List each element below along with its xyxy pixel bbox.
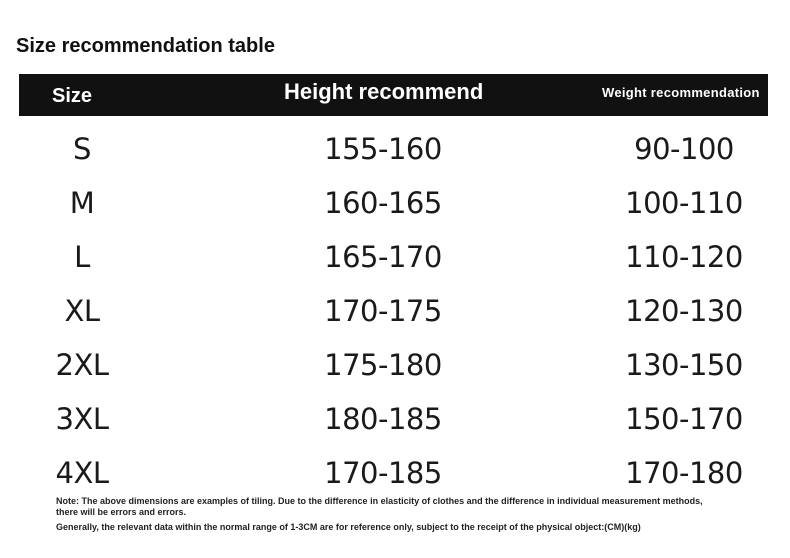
height-cell: 155-160 xyxy=(324,132,442,166)
size-cell: M xyxy=(69,186,95,220)
size-cell: 4XL xyxy=(55,456,109,490)
height-cell: 160-165 xyxy=(324,186,442,220)
weight-cell: 150-170 xyxy=(625,402,743,436)
header-size: Size xyxy=(52,85,93,107)
size-cell: 3XL xyxy=(55,402,109,436)
table-row xyxy=(0,284,790,338)
table-row xyxy=(0,338,790,392)
header-weight: Weight recommendation xyxy=(602,85,760,100)
page-title: Size recommendation table xyxy=(16,35,275,57)
table-row xyxy=(0,446,790,500)
weight-cell: 110-120 xyxy=(625,240,743,274)
clipped-top-text xyxy=(70,0,74,7)
size-cell: 2XL xyxy=(55,348,109,382)
weight-cell: 130-150 xyxy=(625,348,743,382)
weight-cell: 170-180 xyxy=(625,456,743,490)
table-row xyxy=(0,230,790,284)
footnote-2: Generally, the relevant data within the normal range of 1-3CM are for reference only, subject to the receipt of the physical object:(CM)(kg) xyxy=(56,522,641,532)
weight-cell: 120-130 xyxy=(625,294,743,328)
height-cell: 165-170 xyxy=(324,240,442,274)
height-cell: 170-185 xyxy=(324,456,442,490)
size-cell: S xyxy=(73,132,91,166)
table-row xyxy=(0,176,790,230)
weight-cell: 90-100 xyxy=(634,132,734,166)
weight-cell: 100-110 xyxy=(625,186,743,220)
size-cell: L xyxy=(74,240,90,274)
table-row xyxy=(0,392,790,446)
height-cell: 175-180 xyxy=(324,348,442,382)
table-header xyxy=(19,74,768,116)
table-row xyxy=(0,122,790,176)
header-height: Height recommend xyxy=(284,79,484,104)
size-cell: XL xyxy=(64,294,100,328)
footnote-1: Note: The above dimensions are examples of tiling. Due to the difference in elasticity of clothes and the difference in individual measurement methods, there will be errors and errors. xyxy=(56,496,703,517)
height-cell: 170-175 xyxy=(324,294,442,328)
height-cell: 180-185 xyxy=(324,402,442,436)
